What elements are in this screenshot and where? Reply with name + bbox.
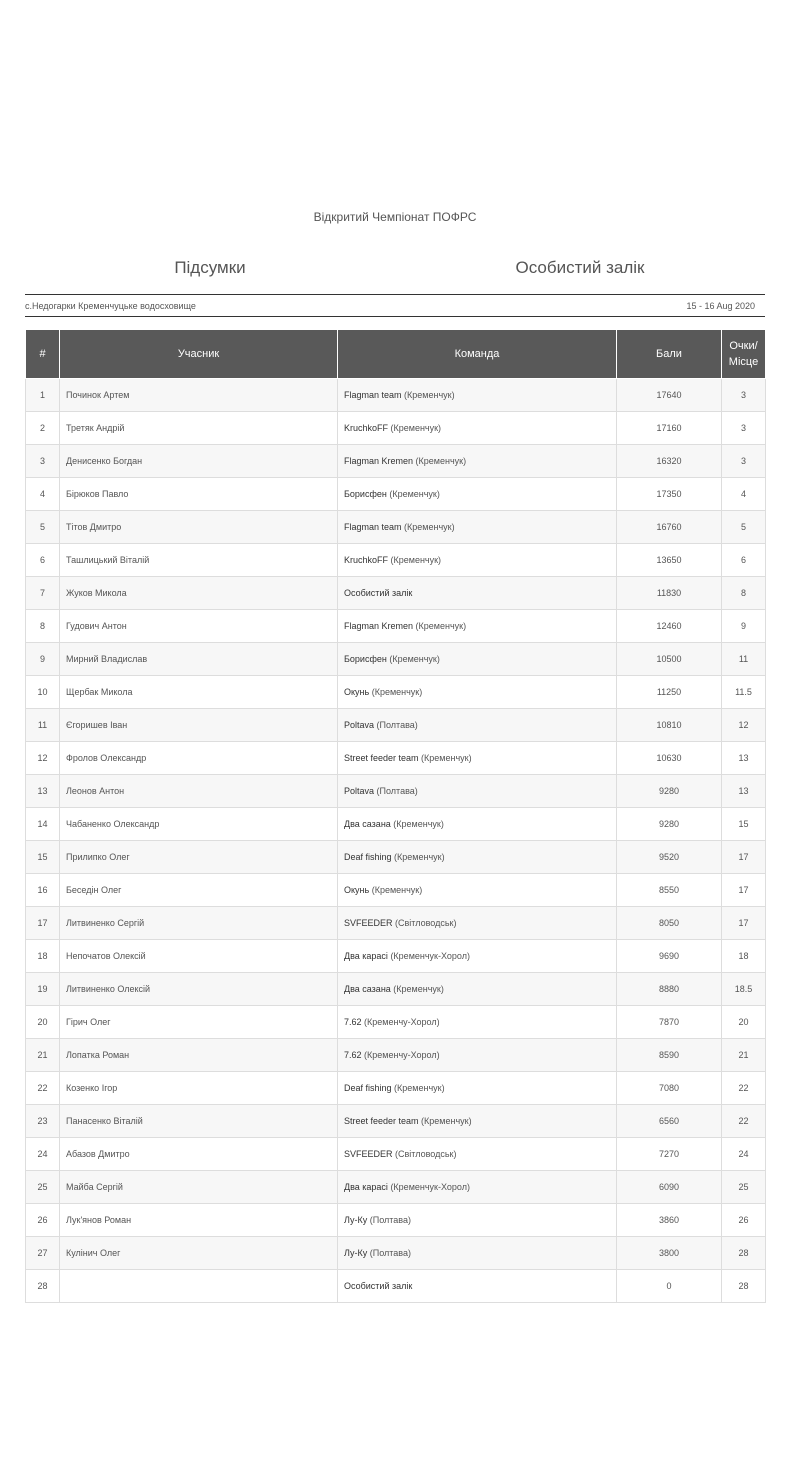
table-row (26, 610, 766, 643)
team-city: (Кременчук-Хорол) (387, 1182, 470, 1192)
points-cell: 8550 (617, 874, 722, 907)
team-cell (338, 445, 617, 478)
row-number-cell: 16 (26, 874, 60, 907)
place-cell: 15 (722, 808, 766, 841)
table-row (26, 1072, 766, 1105)
team-name: Лу-Ку (344, 1248, 368, 1258)
participant-name-cell: Абазов Дмитро (60, 1138, 338, 1171)
table-row (26, 709, 766, 742)
table-row (26, 742, 766, 775)
table-row (26, 907, 766, 940)
points-cell: 9520 (617, 841, 722, 874)
participant-name-cell: Козенко Ігор (60, 1072, 338, 1105)
participant-name-cell: Денисенко Богдан (60, 445, 338, 478)
team-name: Flagman team (344, 522, 402, 532)
participant-name-cell: Майба Сергій (60, 1171, 338, 1204)
event-info-bar (25, 294, 765, 317)
participant-name-cell: Щербак Микола (60, 676, 338, 709)
table-row (26, 1039, 766, 1072)
section-headings (25, 258, 765, 282)
team-name: Особистий залік (344, 1281, 413, 1291)
row-number-cell: 6 (26, 544, 60, 577)
row-number-cell: 8 (26, 610, 60, 643)
row-number-cell: 11 (26, 709, 60, 742)
points-cell: 16320 (617, 445, 722, 478)
team-cell (338, 1237, 617, 1270)
participant-name-cell: Ташлицький Віталій (60, 544, 338, 577)
points-cell: 13650 (617, 544, 722, 577)
participant-name-cell: Кулінич Олег (60, 1237, 338, 1270)
team-city: (Полтава) (367, 1248, 411, 1258)
points-cell: 10810 (617, 709, 722, 742)
table-row (26, 1006, 766, 1039)
team-city: (Кременчук) (369, 687, 423, 697)
points-cell: 6090 (617, 1171, 722, 1204)
team-cell (338, 610, 617, 643)
team-name: Окунь (344, 687, 370, 697)
points-cell: 8050 (617, 907, 722, 940)
table-row (26, 1204, 766, 1237)
team-cell (338, 742, 617, 775)
points-cell: 12460 (617, 610, 722, 643)
row-number-cell: 19 (26, 973, 60, 1006)
place-cell: 25 (722, 1171, 766, 1204)
team-cell (338, 1105, 617, 1138)
team-cell (338, 775, 617, 808)
team-name: Poltava (344, 720, 375, 730)
table-row (26, 1105, 766, 1138)
team-name: Два карасі (344, 1182, 388, 1192)
team-cell (338, 907, 617, 940)
team-city: (Кременчу-Хорол) (361, 1050, 440, 1060)
team-cell (338, 1039, 617, 1072)
table-row (26, 1270, 766, 1303)
team-cell (338, 1138, 617, 1171)
header-place-line1: Очки/ (729, 340, 758, 352)
team-name: Deaf fishing (344, 1083, 392, 1093)
participant-name-cell: Прилипко Олег (60, 841, 338, 874)
table-row (26, 676, 766, 709)
participant-name-cell: Литвиненко Сергій (60, 907, 338, 940)
team-cell (338, 1006, 617, 1039)
points-cell: 8590 (617, 1039, 722, 1072)
summary-heading: Підсумки (174, 258, 246, 277)
team-city: (Кременчук) (388, 423, 442, 433)
team-cell (338, 841, 617, 874)
team-city: (Кременчук) (401, 390, 455, 400)
table-row (26, 775, 766, 808)
team-city: (Полтава) (374, 786, 418, 796)
table-row (26, 874, 766, 907)
participant-name-cell: Литвиненко Олексій (60, 973, 338, 1006)
team-name: Street feeder team (344, 1116, 419, 1126)
team-city: (Кременчук) (401, 522, 455, 532)
team-city: (Кременчук) (418, 753, 472, 763)
header-place-line2: Місце (728, 356, 759, 368)
table-row (26, 841, 766, 874)
table-row (26, 808, 766, 841)
participant-name-cell: Третяк Андрій (60, 412, 338, 445)
team-name: Особистий залік (344, 588, 413, 598)
team-cell (338, 1072, 617, 1105)
row-number-cell: 4 (26, 478, 60, 511)
team-name: Flagman team (344, 390, 402, 400)
participant-name-cell: Гірич Олег (60, 1006, 338, 1039)
team-name: Борисфен (344, 654, 387, 664)
points-cell: 11830 (617, 577, 722, 610)
results-body (26, 379, 766, 1303)
header-place (722, 330, 766, 379)
team-name: SVFEEDER (344, 918, 393, 928)
points-cell: 16760 (617, 511, 722, 544)
team-city: (Кременчук-Хорол) (387, 951, 470, 961)
header-points: Бали (617, 330, 722, 379)
personal-standings-heading: Особистий залік (515, 258, 645, 277)
participant-name-cell: Непочатов Олексій (60, 940, 338, 973)
team-cell (338, 544, 617, 577)
place-cell: 3 (722, 412, 766, 445)
place-cell: 20 (722, 1006, 766, 1039)
team-name: 7.62 (344, 1050, 362, 1060)
team-city: (Кременчук) (418, 1116, 472, 1126)
points-cell: 6560 (617, 1105, 722, 1138)
participant-name-cell: Лопатка Роман (60, 1039, 338, 1072)
header-participant: Учасник (60, 330, 338, 379)
team-cell (338, 808, 617, 841)
row-number-cell: 14 (26, 808, 60, 841)
table-row (26, 1138, 766, 1171)
team-cell (338, 709, 617, 742)
participant-name-cell: Тітов Дмитро (60, 511, 338, 544)
participant-name-cell: Леонов Антон (60, 775, 338, 808)
place-cell: 28 (722, 1237, 766, 1270)
participant-name-cell (60, 1270, 338, 1303)
table-row (26, 643, 766, 676)
team-cell (338, 973, 617, 1006)
team-name: Poltava (344, 786, 375, 796)
team-name: Flagman Kremen (344, 456, 414, 466)
points-cell: 7080 (617, 1072, 722, 1105)
results-table (25, 329, 766, 1303)
row-number-cell: 3 (26, 445, 60, 478)
place-cell: 17 (722, 841, 766, 874)
place-cell: 22 (722, 1105, 766, 1138)
table-row (26, 577, 766, 610)
table-row (26, 511, 766, 544)
place-cell: 22 (722, 1072, 766, 1105)
place-cell: 8 (722, 577, 766, 610)
team-name: Два сазана (344, 819, 391, 829)
team-name: 7.62 (344, 1017, 362, 1027)
row-number-cell: 24 (26, 1138, 60, 1171)
team-city: (Полтава) (374, 720, 418, 730)
place-cell: 21 (722, 1039, 766, 1072)
row-number-cell: 13 (26, 775, 60, 808)
team-city: (Кременчук) (388, 555, 442, 565)
header-team: Команда (338, 330, 617, 379)
place-cell: 18 (722, 940, 766, 973)
points-cell: 3800 (617, 1237, 722, 1270)
points-cell: 9280 (617, 808, 722, 841)
team-name: SVFEEDER (344, 1149, 393, 1159)
participant-name-cell: Лук'янов Роман (60, 1204, 338, 1237)
place-cell: 13 (722, 742, 766, 775)
place-cell: 17 (722, 907, 766, 940)
points-cell: 11250 (617, 676, 722, 709)
event-title: Відкритий Чемпіонат ПОФРС (313, 210, 477, 224)
place-cell: 4 (722, 478, 766, 511)
team-city: (Світловодськ) (392, 1149, 457, 1159)
participant-name-cell: Мирний Владислав (60, 643, 338, 676)
table-row (26, 1237, 766, 1270)
place-cell: 11 (722, 643, 766, 676)
table-header-row (26, 330, 766, 379)
event-dates: 15 - 16 Aug 2020 (686, 301, 755, 311)
place-cell: 28 (722, 1270, 766, 1303)
team-cell (338, 643, 617, 676)
team-cell (338, 1204, 617, 1237)
team-name: Flagman Kremen (344, 621, 414, 631)
team-cell (338, 379, 617, 412)
team-cell (338, 511, 617, 544)
place-cell: 6 (722, 544, 766, 577)
row-number-cell: 2 (26, 412, 60, 445)
row-number-cell: 26 (26, 1204, 60, 1237)
participant-name-cell: Фролов Олександр (60, 742, 338, 775)
points-cell: 17640 (617, 379, 722, 412)
row-number-cell: 10 (26, 676, 60, 709)
team-name: Лу-Ку (344, 1215, 368, 1225)
team-name: Deaf fishing (344, 852, 392, 862)
participant-name-cell: Жуков Микола (60, 577, 338, 610)
place-cell: 26 (722, 1204, 766, 1237)
row-number-cell: 20 (26, 1006, 60, 1039)
header-num: # (26, 330, 60, 379)
row-number-cell: 17 (26, 907, 60, 940)
points-cell: 17160 (617, 412, 722, 445)
team-city: (Кременчук) (391, 852, 445, 862)
row-number-cell: 25 (26, 1171, 60, 1204)
participant-name-cell: Гудович Антон (60, 610, 338, 643)
points-cell: 10500 (617, 643, 722, 676)
team-name: Два сазана (344, 984, 391, 994)
row-number-cell: 5 (26, 511, 60, 544)
place-cell: 13 (722, 775, 766, 808)
table-row (26, 940, 766, 973)
row-number-cell: 28 (26, 1270, 60, 1303)
team-city: (Кременчук) (386, 654, 440, 664)
table-row (26, 973, 766, 1006)
place-cell: 24 (722, 1138, 766, 1171)
place-cell: 3 (722, 445, 766, 478)
team-city: (Кременчук) (391, 1083, 445, 1093)
row-number-cell: 27 (26, 1237, 60, 1270)
points-cell: 9690 (617, 940, 722, 973)
points-cell: 9280 (617, 775, 722, 808)
place-cell: 5 (722, 511, 766, 544)
row-number-cell: 12 (26, 742, 60, 775)
table-row (26, 445, 766, 478)
team-cell (338, 874, 617, 907)
place-cell: 17 (722, 874, 766, 907)
points-cell: 0 (617, 1270, 722, 1303)
team-city: (Кременчук) (390, 984, 444, 994)
place-cell: 12 (722, 709, 766, 742)
place-cell: 3 (722, 379, 766, 412)
row-number-cell: 7 (26, 577, 60, 610)
team-name: KruchkoFF (344, 555, 389, 565)
participant-name-cell: Беседін Олег (60, 874, 338, 907)
event-location: с.Недогарки Кременчуцьке водосховище (25, 301, 196, 311)
points-cell: 10630 (617, 742, 722, 775)
team-cell (338, 478, 617, 511)
team-city: (Кременчук) (413, 456, 467, 466)
team-name: Борисфен (344, 489, 387, 499)
table-row (26, 544, 766, 577)
team-name: Два карасі (344, 951, 388, 961)
participant-name-cell: Чабаненко Олександр (60, 808, 338, 841)
row-number-cell: 15 (26, 841, 60, 874)
team-city: (Полтава) (367, 1215, 411, 1225)
table-row (26, 379, 766, 412)
team-cell (338, 1171, 617, 1204)
row-number-cell: 18 (26, 940, 60, 973)
team-name: Street feeder team (344, 753, 419, 763)
row-number-cell: 1 (26, 379, 60, 412)
team-cell (338, 940, 617, 973)
place-cell: 9 (722, 610, 766, 643)
row-number-cell: 21 (26, 1039, 60, 1072)
participant-name-cell: Бірюков Павло (60, 478, 338, 511)
place-cell: 18.5 (722, 973, 766, 1006)
team-name: Окунь (344, 885, 370, 895)
table-row (26, 1171, 766, 1204)
row-number-cell: 23 (26, 1105, 60, 1138)
team-cell (338, 1270, 617, 1303)
points-cell: 7270 (617, 1138, 722, 1171)
points-cell: 17350 (617, 478, 722, 511)
team-city: (Кременчук) (369, 885, 423, 895)
team-cell (338, 676, 617, 709)
points-cell: 3860 (617, 1204, 722, 1237)
team-city: (Кременчук) (386, 489, 440, 499)
table-row (26, 412, 766, 445)
team-city: (Кременчук) (390, 819, 444, 829)
team-city: (Світловодськ) (392, 918, 457, 928)
team-name: KruchkoFF (344, 423, 389, 433)
points-cell: 8880 (617, 973, 722, 1006)
row-number-cell: 9 (26, 643, 60, 676)
row-number-cell: 22 (26, 1072, 60, 1105)
team-cell (338, 577, 617, 610)
team-cell (338, 412, 617, 445)
team-city: (Кременчук) (413, 621, 467, 631)
participant-name-cell: Єгоришев Іван (60, 709, 338, 742)
participant-name-cell: Панасенко Віталій (60, 1105, 338, 1138)
participant-name-cell: Починок Артем (60, 379, 338, 412)
table-row (26, 478, 766, 511)
place-cell: 11.5 (722, 676, 766, 709)
points-cell: 7870 (617, 1006, 722, 1039)
team-city: (Кременчу-Хорол) (361, 1017, 440, 1027)
